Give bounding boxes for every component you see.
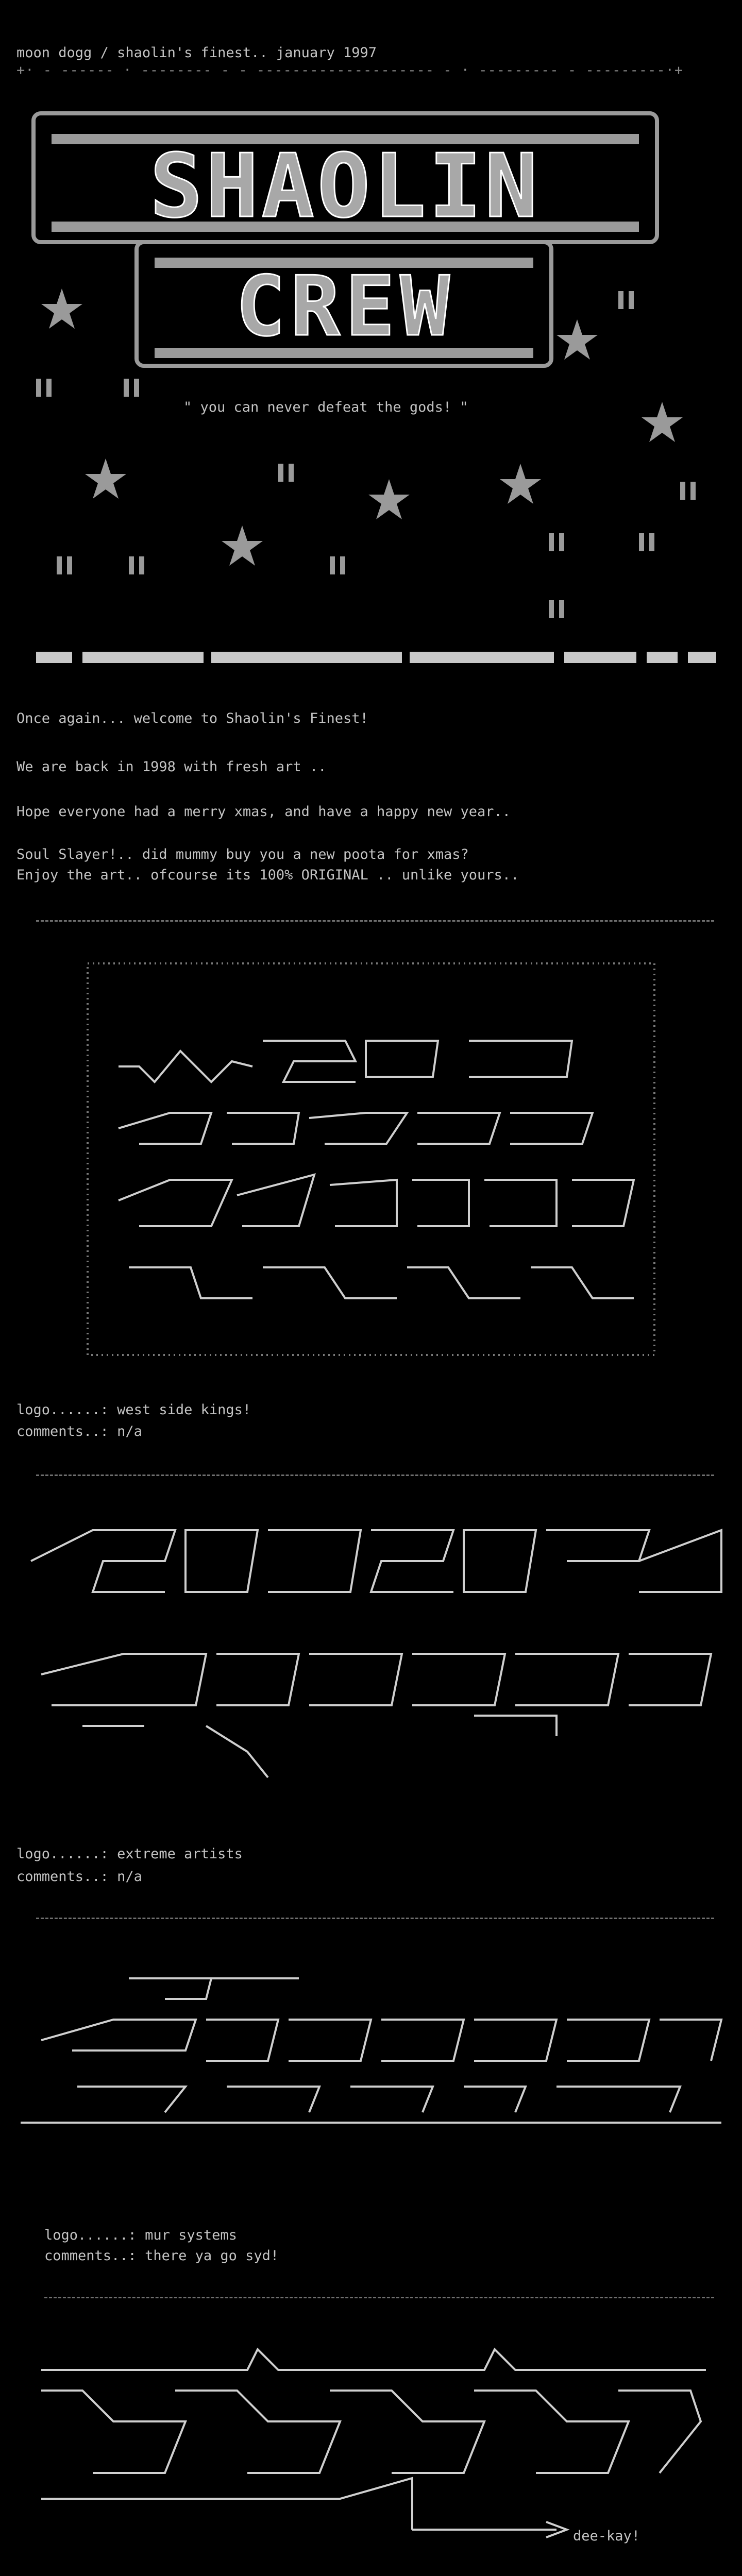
divider (36, 920, 714, 922)
extreme-artists-logo (10, 1510, 732, 1808)
entry-1-logo: logo......: west side kings! (16, 1402, 251, 1418)
shaolin-crew-logo (0, 62, 742, 680)
logo-word-shaolin: SHAOLIN (149, 135, 541, 238)
entry-3-logo: logo......: mur systems (44, 2227, 237, 2243)
intro-line-1: Once again... welcome to Shaolin's Finest! (16, 710, 368, 726)
mur-systems-logo (10, 1958, 732, 2184)
tagline: " you can never defeat the gods! " (183, 399, 468, 415)
entry-2-comments: comments..: n/a (16, 1869, 142, 1885)
intro-line-2: We are back in 1998 with fresh art .. (16, 759, 327, 775)
divider (36, 1918, 714, 1919)
entry-3-comments: comments..: there ya go syd! (44, 2248, 279, 2264)
intro-line-3: Hope everyone had a merry xmas, and have a happy new year.. (16, 804, 511, 820)
divider (36, 1475, 714, 1476)
entry-1-comments: comments..: n/a (16, 1423, 142, 1439)
intro-line-5: Enjoy the art.. ofcourse its 100% ORIGINAL .. unlike yours.. (16, 867, 519, 883)
logo-word-crew: CREW (235, 258, 455, 354)
header-title: moon dogg / shaolin's finest.. january 1997 (16, 45, 377, 61)
divider (44, 2297, 714, 2298)
decay-tag: dee-kay! (573, 2528, 640, 2544)
intro-line-4: Soul Slayer!.. did mummy buy you a new poota for xmas? (16, 846, 469, 862)
west-side-kings-logo (77, 958, 665, 1370)
entry-2-logo: logo......: extreme artists (16, 1846, 243, 1862)
header-rule: +· - ------ · -------- - - -------------------- - · --------- - ---------·+ (16, 62, 684, 78)
